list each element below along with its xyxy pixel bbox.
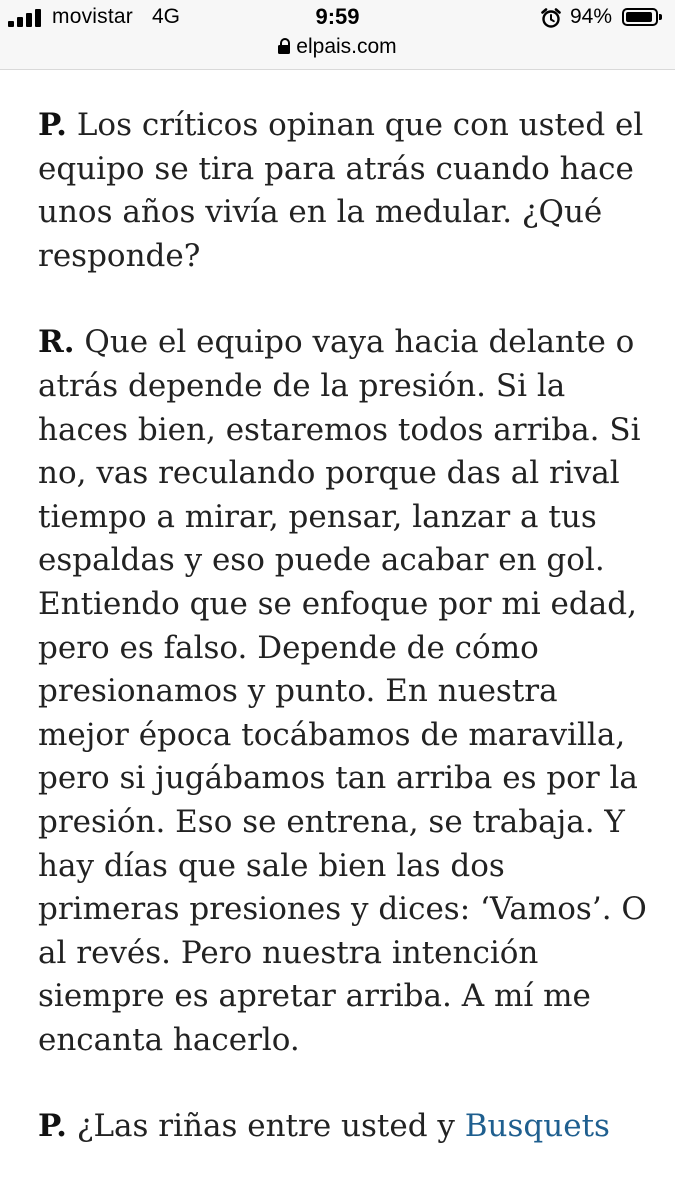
busquets-link[interactable]: Busquets [464, 1108, 610, 1145]
article-body [38, 104, 648, 1149]
carrier-name: movistar [52, 5, 133, 28]
question-marker: P. [38, 107, 67, 143]
question-text: Los críticos opinan que con usted el equipo se tira para atrás cuando hace unos años vivía en la medular. ¿Qué responde? [38, 107, 644, 274]
lock-icon [278, 38, 290, 54]
url-text: elpais.com [296, 35, 397, 58]
clock: 9:59 [315, 4, 360, 29]
battery-icon [622, 8, 658, 26]
answer-paragraph [38, 321, 648, 1062]
question-paragraph [38, 104, 648, 278]
answer-marker: R. [38, 324, 75, 361]
address-bar[interactable] [0, 35, 675, 59]
battery-percentage: 94% [570, 5, 613, 28]
answer-text: Que el equipo vaya hacia delante o atrás depende de la presión. Si la haces bien, estaremos todos arriba. Si no, vas reculando porque das al rival tiempo a mirar, pensar, lanzar a tus espaldas y eso puede acabar en gol. Entiendo que se enfoque por mi edad, pero es falso. Depende de cómo presionamos y punto. En nuestra mejor época tocábamos de maravilla, pero si jugábamos tan arriba es por la presión. Eso se entrena, se trabaja. Y hay días que sale bien las dos primeras presiones y dices: ‘Vamos’. O al revés. Pero nuestra intención siempre es apretar arriba. A mí me encanta hacerlo. [38, 324, 647, 1058]
status-bar [0, 0, 675, 70]
network-type: 4G [152, 5, 181, 28]
battery-fill [626, 12, 652, 22]
alarm-icon [540, 7, 562, 29]
question-text: ¿Las riñas entre usted y [76, 1108, 455, 1145]
question-marker: P. [38, 1108, 67, 1145]
question-paragraph [38, 1105, 648, 1149]
